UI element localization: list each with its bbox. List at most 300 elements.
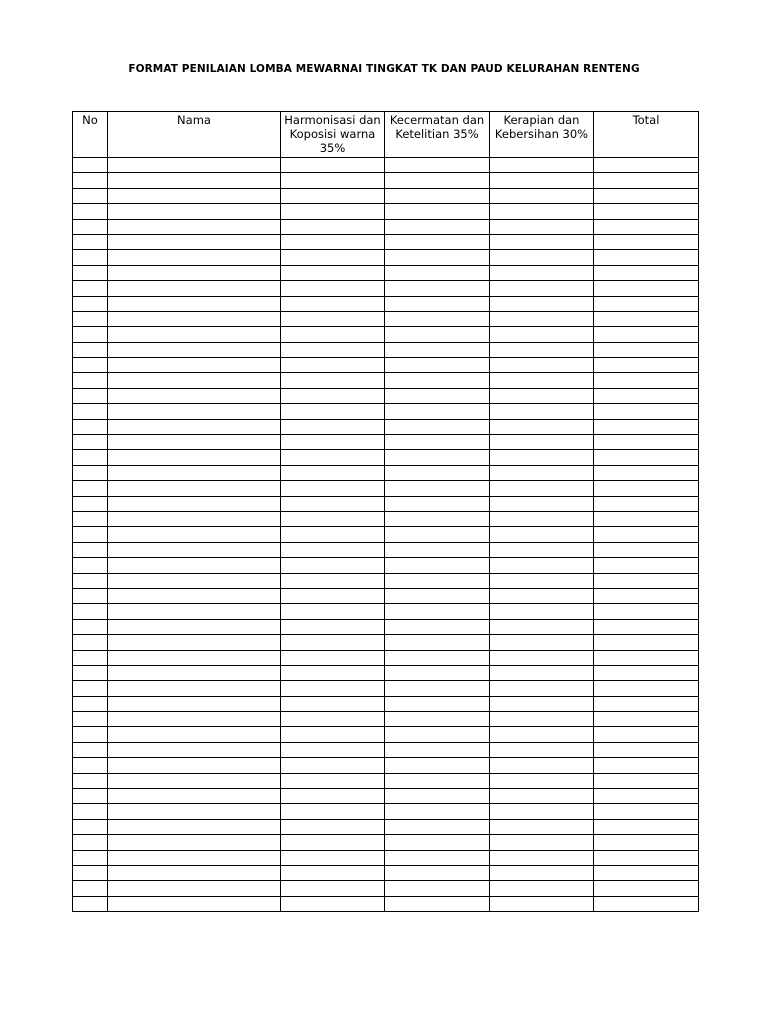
cell-harmonisasi [281,650,385,665]
cell-nama [108,635,281,650]
cell-no [73,696,108,711]
cell-kecermatan [385,388,490,403]
cell-total [594,558,699,573]
cell-nama [108,358,281,373]
cell-kecermatan [385,281,490,296]
cell-nama [108,188,281,203]
table-row [73,342,699,357]
cell-kerapian [490,835,594,850]
table-row [73,588,699,603]
cell-kerapian [490,234,594,249]
header-total: Total [594,112,699,158]
table-row [73,558,699,573]
table-row [73,573,699,588]
cell-harmonisasi [281,188,385,203]
cell-total [594,742,699,757]
cell-harmonisasi [281,727,385,742]
table-row [73,819,699,834]
cell-kecermatan [385,619,490,634]
cell-harmonisasi [281,342,385,357]
cell-kerapian [490,481,594,496]
cell-harmonisasi [281,435,385,450]
cell-harmonisasi [281,865,385,880]
table-row [73,358,699,373]
cell-nama [108,681,281,696]
cell-harmonisasi [281,219,385,234]
cell-kerapian [490,712,594,727]
cell-nama [108,835,281,850]
cell-kerapian [490,758,594,773]
cell-nama [108,419,281,434]
cell-harmonisasi [281,173,385,188]
cell-harmonisasi [281,388,385,403]
table-row [73,188,699,203]
cell-nama [108,865,281,880]
cell-total [594,712,699,727]
cell-harmonisasi [281,819,385,834]
cell-harmonisasi [281,404,385,419]
cell-kecermatan [385,173,490,188]
cell-harmonisasi [281,250,385,265]
cell-no [73,650,108,665]
cell-total [594,250,699,265]
cell-no [73,373,108,388]
cell-no [73,388,108,403]
cell-harmonisasi [281,542,385,557]
cell-kecermatan [385,296,490,311]
cell-kerapian [490,850,594,865]
cell-no [73,896,108,911]
cell-total [594,311,699,326]
cell-total [594,881,699,896]
cell-kerapian [490,727,594,742]
cell-kecermatan [385,435,490,450]
cell-total [594,835,699,850]
cell-kecermatan [385,342,490,357]
cell-nama [108,573,281,588]
table-row [73,804,699,819]
cell-no [73,404,108,419]
table-row [73,758,699,773]
cell-no [73,311,108,326]
cell-kerapian [490,789,594,804]
cell-kecermatan [385,665,490,680]
table-row [73,404,699,419]
cell-kerapian [490,696,594,711]
cell-kerapian [490,573,594,588]
cell-no [73,450,108,465]
cell-nama [108,404,281,419]
cell-harmonisasi [281,896,385,911]
cell-no [73,465,108,480]
table-row [73,219,699,234]
cell-kecermatan [385,465,490,480]
cell-kerapian [490,265,594,280]
cell-kecermatan [385,450,490,465]
cell-no [73,158,108,173]
cell-nama [108,296,281,311]
cell-harmonisasi [281,511,385,526]
cell-no [73,327,108,342]
cell-total [594,327,699,342]
cell-kecermatan [385,881,490,896]
cell-no [73,173,108,188]
cell-no [73,265,108,280]
cell-kerapian [490,327,594,342]
cell-harmonisasi [281,558,385,573]
table-row [73,650,699,665]
cell-nama [108,742,281,757]
table-row [73,450,699,465]
page-title: FORMAT PENILAIAN LOMBA MEWARNAI TINGKAT TK DAN PAUD KELURAHAN RENTENG [128,63,640,75]
cell-kerapian [490,173,594,188]
cell-harmonisasi [281,758,385,773]
cell-harmonisasi [281,204,385,219]
table-row [73,465,699,480]
table-row [73,327,699,342]
cell-harmonisasi [281,358,385,373]
cell-kerapian [490,342,594,357]
cell-harmonisasi [281,234,385,249]
cell-kerapian [490,435,594,450]
cell-no [73,727,108,742]
cell-kerapian [490,296,594,311]
cell-harmonisasi [281,665,385,680]
table-row [73,742,699,757]
cell-nama [108,481,281,496]
cell-nama [108,527,281,542]
cell-harmonisasi [281,742,385,757]
cell-total [594,727,699,742]
table-row [73,311,699,326]
table-row [73,250,699,265]
cell-kerapian [490,450,594,465]
cell-harmonisasi [281,619,385,634]
cell-harmonisasi [281,588,385,603]
cell-total [594,204,699,219]
cell-total [594,588,699,603]
cell-kecermatan [385,558,490,573]
cell-total [594,373,699,388]
cell-kerapian [490,604,594,619]
table-row [73,865,699,880]
cell-no [73,835,108,850]
cell-nama [108,665,281,680]
cell-kerapian [490,527,594,542]
table-row [73,881,699,896]
cell-kecermatan [385,542,490,557]
cell-harmonisasi [281,604,385,619]
cell-no [73,435,108,450]
cell-kerapian [490,311,594,326]
cell-no [73,542,108,557]
cell-kecermatan [385,789,490,804]
cell-no [73,219,108,234]
cell-no [73,881,108,896]
cell-kerapian [490,588,594,603]
cell-harmonisasi [281,281,385,296]
table-row [73,527,699,542]
table-row [73,511,699,526]
cell-kerapian [490,158,594,173]
cell-no [73,819,108,834]
cell-no [73,742,108,757]
cell-kecermatan [385,896,490,911]
cell-harmonisasi [281,481,385,496]
cell-harmonisasi [281,327,385,342]
cell-nama [108,496,281,511]
cell-no [73,665,108,680]
table-row [73,158,699,173]
cell-kerapian [490,281,594,296]
cell-total [594,511,699,526]
cell-kerapian [490,388,594,403]
cell-kecermatan [385,850,490,865]
cell-no [73,342,108,357]
cell-kerapian [490,881,594,896]
cell-no [73,773,108,788]
table-row [73,604,699,619]
cell-kecermatan [385,835,490,850]
cell-no [73,558,108,573]
cell-total [594,758,699,773]
table-row [73,481,699,496]
cell-total [594,465,699,480]
cell-kecermatan [385,681,490,696]
cell-nama [108,311,281,326]
cell-kerapian [490,188,594,203]
cell-kecermatan [385,219,490,234]
table-row [73,296,699,311]
cell-harmonisasi [281,296,385,311]
cell-kerapian [490,665,594,680]
cell-kerapian [490,511,594,526]
cell-nama [108,758,281,773]
cell-harmonisasi [281,496,385,511]
cell-total [594,234,699,249]
cell-kerapian [490,373,594,388]
cell-kerapian [490,896,594,911]
header-kecermatan: Kecermatan dan Ketelitian 35% [385,112,490,158]
cell-total [594,604,699,619]
cell-kerapian [490,465,594,480]
cell-harmonisasi [281,881,385,896]
table-row [73,388,699,403]
cell-no [73,789,108,804]
table-row [73,204,699,219]
cell-nama [108,727,281,742]
cell-no [73,281,108,296]
cell-total [594,896,699,911]
cell-harmonisasi [281,573,385,588]
cell-nama [108,712,281,727]
cell-nama [108,696,281,711]
cell-harmonisasi [281,635,385,650]
table-row [73,173,699,188]
header-harmonisasi: Harmonisasi dan Koposisi warna 35% [281,112,385,158]
cell-kecermatan [385,819,490,834]
cell-no [73,865,108,880]
cell-harmonisasi [281,773,385,788]
cell-kecermatan [385,250,490,265]
cell-kecermatan [385,865,490,880]
cell-kecermatan [385,496,490,511]
header-kerapian: Kerapian dan Kebersihan 30% [490,112,594,158]
cell-total [594,358,699,373]
cell-total [594,404,699,419]
cell-nama [108,373,281,388]
cell-nama [108,773,281,788]
cell-no [73,588,108,603]
cell-nama [108,158,281,173]
header-no: No [73,112,108,158]
cell-no [73,681,108,696]
cell-kerapian [490,819,594,834]
cell-harmonisasi [281,265,385,280]
cell-total [594,789,699,804]
table-row [73,419,699,434]
cell-no [73,188,108,203]
cell-total [594,573,699,588]
cell-nama [108,450,281,465]
cell-no [73,635,108,650]
table-row [73,773,699,788]
cell-no [73,234,108,249]
cell-kecermatan [385,188,490,203]
table-row [73,619,699,634]
cell-no [73,511,108,526]
cell-no [73,250,108,265]
cell-nama [108,234,281,249]
cell-nama [108,219,281,234]
cell-kerapian [490,773,594,788]
cell-kecermatan [385,588,490,603]
cell-kecermatan [385,773,490,788]
cell-total [594,481,699,496]
cell-kerapian [490,558,594,573]
cell-nama [108,804,281,819]
cell-total [594,450,699,465]
cell-total [594,542,699,557]
cell-kerapian [490,358,594,373]
cell-harmonisasi [281,804,385,819]
cell-no [73,619,108,634]
table-row [73,635,699,650]
cell-kerapian [490,542,594,557]
cell-no [73,850,108,865]
cell-kerapian [490,419,594,434]
cell-kerapian [490,496,594,511]
cell-total [594,388,699,403]
cell-nama [108,511,281,526]
cell-total [594,681,699,696]
table-row [73,542,699,557]
cell-kecermatan [385,311,490,326]
cell-total [594,419,699,434]
cell-no [73,712,108,727]
cell-harmonisasi [281,850,385,865]
cell-nama [108,465,281,480]
table-row [73,896,699,911]
table-row [73,835,699,850]
cell-kecermatan [385,481,490,496]
cell-nama [108,881,281,896]
table-row [73,665,699,680]
table-row [73,789,699,804]
cell-nama [108,342,281,357]
cell-total [594,850,699,865]
cell-nama [108,619,281,634]
cell-no [73,527,108,542]
cell-kerapian [490,250,594,265]
cell-total [594,296,699,311]
cell-kerapian [490,404,594,419]
cell-nama [108,850,281,865]
cell-total [594,773,699,788]
cell-total [594,219,699,234]
cell-total [594,819,699,834]
cell-harmonisasi [281,465,385,480]
cell-total [594,158,699,173]
cell-nama [108,327,281,342]
cell-kecermatan [385,696,490,711]
cell-kerapian [490,204,594,219]
cell-total [594,188,699,203]
cell-harmonisasi [281,681,385,696]
cell-kecermatan [385,604,490,619]
cell-kerapian [490,635,594,650]
cell-total [594,650,699,665]
cell-total [594,696,699,711]
cell-kecermatan [385,327,490,342]
cell-nama [108,558,281,573]
table-row [73,712,699,727]
header-row [73,112,699,158]
cell-nama [108,819,281,834]
cell-no [73,573,108,588]
cell-kerapian [490,804,594,819]
scoring-table [72,111,699,912]
cell-kecermatan [385,758,490,773]
table-row [73,496,699,511]
cell-harmonisasi [281,527,385,542]
cell-nama [108,588,281,603]
table-row [73,727,699,742]
cell-nama [108,604,281,619]
table-row [73,373,699,388]
cell-kerapian [490,619,594,634]
header-nama: Nama [108,112,281,158]
cell-no [73,496,108,511]
cell-total [594,865,699,880]
cell-nama [108,650,281,665]
table-row [73,281,699,296]
cell-kecermatan [385,419,490,434]
cell-kerapian [490,865,594,880]
cell-harmonisasi [281,311,385,326]
cell-nama [108,896,281,911]
cell-kecermatan [385,511,490,526]
cell-total [594,173,699,188]
table-row [73,265,699,280]
cell-total [594,619,699,634]
cell-total [594,265,699,280]
cell-total [594,281,699,296]
cell-no [73,758,108,773]
cell-nama [108,265,281,280]
table-row [73,850,699,865]
cell-kecermatan [385,727,490,742]
